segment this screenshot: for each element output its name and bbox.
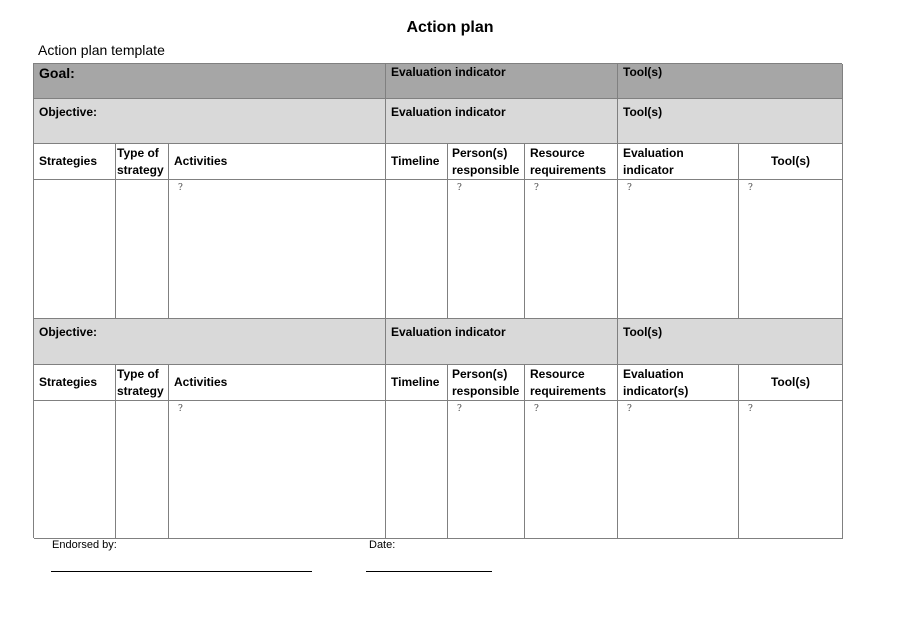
persons-responsible-cell[interactable] — [448, 401, 525, 539]
persons-responsible-cell[interactable] — [448, 180, 525, 319]
persons-placeholder: ? — [457, 404, 462, 414]
date-signature-line[interactable] — [366, 571, 492, 572]
resource-requirements-cell[interactable] — [525, 180, 618, 319]
objective-1-evaluation-field[interactable] — [386, 99, 618, 144]
activities-placeholder: ? — [178, 404, 183, 414]
evaluation-placeholder: ? — [627, 404, 632, 414]
tools-cell[interactable] — [739, 180, 843, 319]
header-resource-requirements: Resource requirements — [525, 365, 618, 401]
header-evaluation-indicator: Evaluation indicator — [618, 144, 739, 180]
resource-placeholder: ? — [534, 183, 539, 193]
header-resource-requirements: Resource requirements — [525, 144, 618, 180]
evaluation-placeholder: ? — [627, 183, 632, 193]
objective-1-tools-label: Tool(s) — [623, 105, 663, 119]
objective-2-evaluation-field[interactable] — [386, 319, 618, 365]
header-type-of-strategy: Type of strategy — [116, 365, 169, 401]
timeline-cell[interactable] — [386, 180, 448, 319]
activities-cell[interactable] — [169, 401, 386, 539]
header-strategies: Strategies — [34, 144, 116, 180]
objective-2-tools-field[interactable] — [618, 319, 843, 365]
endorsed-by-signature-line[interactable] — [51, 571, 312, 572]
header-type-of-strategy: Type of strategy — [116, 144, 169, 180]
action-plan-table — [33, 63, 842, 538]
timeline-cell[interactable] — [386, 401, 448, 539]
document-subtitle: Action plan template — [38, 42, 165, 58]
persons-placeholder: ? — [457, 183, 462, 193]
strategies-cell[interactable] — [34, 180, 116, 319]
header-activities: Activities — [169, 365, 386, 401]
header-activities: Activities — [169, 144, 386, 180]
objective-2-tools-label: Tool(s) — [623, 325, 663, 339]
resource-placeholder: ? — [534, 404, 539, 414]
goal-evaluation-label: Evaluation indicator — [391, 65, 506, 79]
objective-2-label: Objective: — [39, 325, 98, 339]
evaluation-indicator-cell[interactable] — [618, 180, 739, 319]
goal-evaluation-field[interactable] — [386, 64, 618, 99]
header-tools: Tool(s) — [739, 144, 843, 180]
objective-1-field[interactable] — [34, 99, 386, 144]
objective-2-evaluation-label: Evaluation indicator — [391, 325, 506, 339]
type-of-strategy-cell[interactable] — [116, 180, 169, 319]
header-persons-responsible: Person(s) responsible — [448, 144, 525, 180]
header-persons-responsible: Person(s) responsible — [448, 365, 525, 401]
goal-tools-field[interactable] — [618, 64, 843, 99]
strategies-cell[interactable] — [34, 401, 116, 539]
objective-1-evaluation-label: Evaluation indicator — [391, 105, 506, 119]
goal-field[interactable] — [34, 64, 386, 99]
activities-placeholder: ? — [178, 183, 183, 193]
objective-2-field[interactable] — [34, 319, 386, 365]
tools-cell[interactable] — [739, 401, 843, 539]
header-timeline: Timeline — [386, 365, 448, 401]
activities-cell[interactable] — [169, 180, 386, 319]
resource-requirements-cell[interactable] — [525, 401, 618, 539]
endorsed-by-label: Endorsed by: — [52, 539, 117, 551]
objective-1-tools-field[interactable] — [618, 99, 843, 144]
date-label: Date: — [369, 539, 396, 551]
header-timeline: Timeline — [386, 144, 448, 180]
goal-tools-label: Tool(s) — [623, 65, 663, 79]
document-title: Action plan — [406, 19, 494, 36]
header-evaluation-indicator: Evaluation indicator(s) — [618, 365, 739, 401]
header-strategies: Strategies — [34, 365, 116, 401]
tools-placeholder: ? — [748, 404, 753, 414]
goal-label: Goal: — [39, 65, 75, 81]
objective-1-label: Objective: — [39, 105, 98, 119]
tools-placeholder: ? — [748, 183, 753, 193]
type-of-strategy-cell[interactable] — [116, 401, 169, 539]
evaluation-indicator-cell[interactable] — [618, 401, 739, 539]
header-tools: Tool(s) — [739, 365, 843, 401]
